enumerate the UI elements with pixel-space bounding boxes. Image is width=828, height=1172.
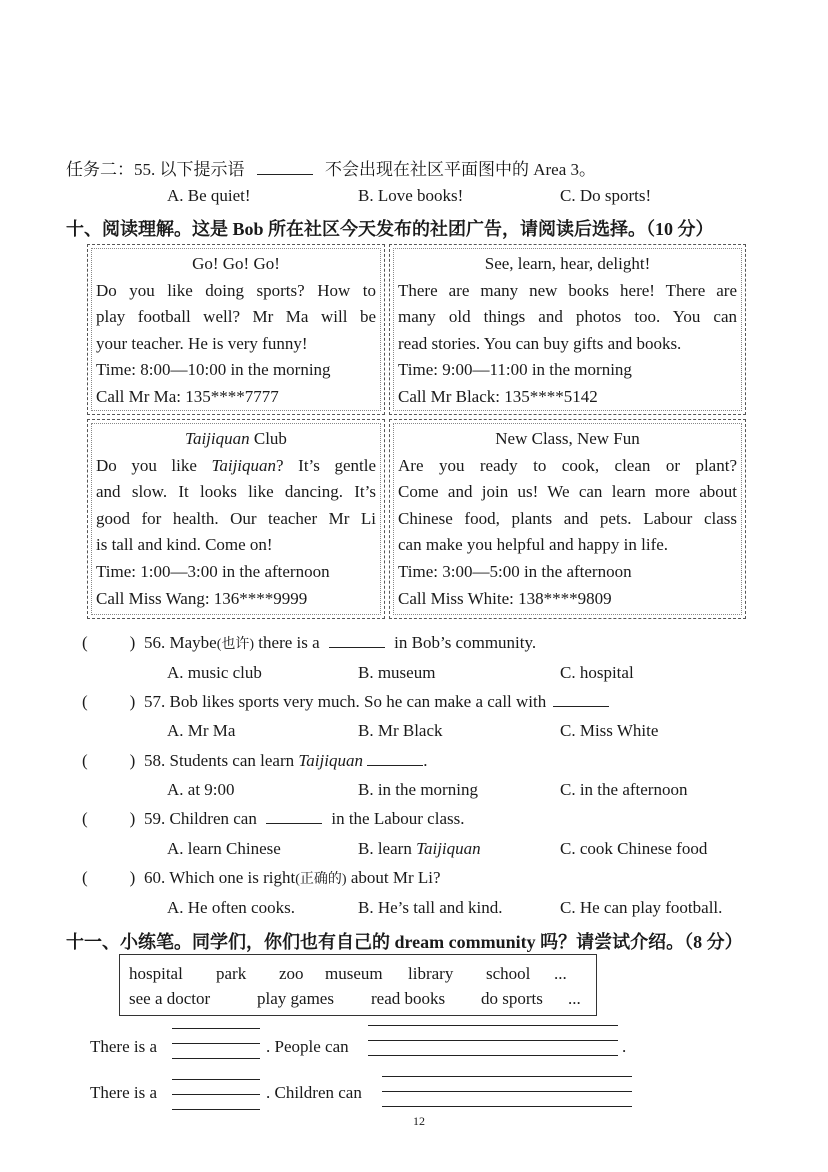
ad-title-rest: Club (249, 429, 287, 448)
option-c: C. He can play football. (560, 898, 723, 917)
writing-line[interactable] (172, 1028, 260, 1029)
question-gloss: (也许) (216, 637, 255, 652)
question-text: in the Labour class. (331, 809, 465, 828)
ad-line: read stories. You can buy gifts and books. (398, 333, 682, 353)
ad-time: Time: 9:00—11:00 in the morning (398, 360, 632, 380)
option-b-italic: Taijiquan (416, 839, 481, 858)
option-a: A. music club (167, 663, 262, 682)
question-text: 58. Students can learn (144, 751, 299, 770)
ad-line: Do you like doing sports? How to (96, 280, 376, 300)
writing-line[interactable] (382, 1106, 632, 1107)
ad-line: many old things and photos too. You can (398, 307, 737, 327)
ad-line: and slow. It looks like dancing. It’s (96, 482, 376, 502)
answer-blank[interactable] (553, 705, 609, 707)
ad-sports (87, 244, 385, 415)
writing-prompt-1b: . People can (266, 1037, 349, 1056)
paren-open: ( (82, 751, 88, 770)
paren-open: ( (82, 692, 88, 711)
ad-title-italic: Taijiquan (185, 429, 250, 448)
ad-line-italic: Taijiquan (211, 455, 277, 475)
ad-time: Time: 3:00—5:00 in the afternoon (398, 561, 632, 581)
option-a: A. Mr Ma (167, 721, 236, 740)
writing-line[interactable] (368, 1055, 618, 1056)
task2-option-c: C. Do sports! (560, 186, 652, 205)
option-a: A. He often cooks. (167, 898, 295, 917)
question-text: in Bob’s community. (394, 633, 537, 652)
paren-close: ) (129, 751, 136, 770)
question-text: about Mr Li? (346, 868, 441, 887)
word: see a doctor (129, 989, 211, 1008)
paren-open: ( (82, 868, 88, 887)
word: park (216, 964, 247, 983)
answer-paren[interactable] (82, 751, 144, 771)
ad-call: Call Miss White: 138****9809 (398, 588, 612, 608)
option-a: A. at 9:00 (167, 780, 235, 799)
ad-line-part: Do you like (96, 455, 212, 475)
ad-line: can make you helpful and happy in life. (398, 535, 669, 555)
ad-call: Call Mr Black: 135****5142 (398, 386, 598, 406)
option-c: C. cook Chinese food (560, 839, 708, 858)
writing-line[interactable] (368, 1040, 618, 1041)
option-b-text: B. learn (358, 839, 417, 858)
word-bank (119, 954, 597, 1016)
answer-blank[interactable] (367, 764, 423, 766)
question-gloss: (正确的) (295, 872, 347, 887)
ad-museum (389, 244, 746, 415)
question-57 (82, 692, 609, 712)
option-a: A. learn Chinese (167, 839, 281, 858)
writing-prompt-2b: . Children can (266, 1083, 362, 1102)
task2-prefix: 任务二：55. 以下提示语 (66, 160, 245, 179)
paren-open: ( (82, 809, 88, 828)
task2-question (66, 155, 596, 180)
word: ... (554, 964, 567, 983)
question-59 (82, 809, 464, 829)
option-b: B. museum (358, 663, 436, 682)
ad-call: Call Mr Ma: 135****7777 (96, 386, 279, 406)
ad-time: Time: 8:00—10:00 in the morning (96, 360, 331, 380)
answer-paren[interactable] (82, 868, 144, 888)
writing-period: . (622, 1037, 627, 1056)
option-b (358, 839, 481, 859)
word: school (486, 964, 531, 983)
question-italic: Taijiquan (298, 751, 363, 770)
answer-paren[interactable] (82, 692, 144, 712)
section11-heading-c: 吗？请尝试介绍。（8 分） (535, 932, 743, 952)
writing-line[interactable] (172, 1058, 260, 1059)
word: library (408, 964, 454, 983)
paren-close: ) (129, 809, 136, 828)
answer-blank[interactable] (266, 822, 322, 824)
question-text: 56. Maybe (144, 633, 217, 652)
question-text: there is a (254, 633, 320, 652)
writing-line[interactable] (172, 1094, 260, 1095)
answer-paren[interactable] (82, 809, 144, 829)
writing-line[interactable] (382, 1076, 632, 1077)
section11-heading-a: 十一、小练笔。同学们，你们也有自己的 (66, 932, 395, 952)
ad-line: is tall and kind. Come on! (96, 535, 273, 555)
ad-line: good for health. Our teacher Mr Li (96, 508, 376, 528)
section11-heading-b: dream community (394, 932, 536, 952)
ad-time: Time: 1:00—3:00 in the afternoon (96, 561, 330, 581)
writing-line[interactable] (172, 1079, 260, 1080)
task2-option-a: A. Be quiet! (167, 186, 251, 205)
paren-close: ) (129, 868, 136, 887)
ad-line: play football well? Mr Ma will be (96, 307, 376, 327)
word: hospital (129, 964, 183, 983)
word: museum (325, 964, 383, 983)
writing-line[interactable] (368, 1025, 618, 1026)
answer-paren[interactable] (82, 633, 144, 653)
question-text: 60. Which one is right (144, 868, 296, 887)
ad-title: See, learn, hear, delight! (484, 254, 651, 273)
ad-line: Are you ready to cook, clean or plant? (398, 455, 737, 475)
ad-line (96, 453, 376, 480)
option-b: B. in the morning (358, 780, 478, 799)
writing-prompt-1a: There is a (90, 1037, 158, 1056)
question-60 (82, 868, 441, 888)
ad-line-part: ? It’s gentle (276, 455, 376, 475)
paren-open: ( (82, 633, 88, 652)
page-number: 12 (413, 1114, 425, 1128)
ad-title: New Class, New Fun (495, 429, 640, 448)
ad-taijiquan (87, 419, 385, 619)
writing-prompt-2a: There is a (90, 1083, 158, 1102)
question-text: 59. Children can (144, 809, 257, 828)
word: zoo (279, 964, 304, 983)
writing-line[interactable] (172, 1043, 260, 1044)
ad-line: your teacher. He is very funny! (96, 333, 308, 353)
option-c: C. Miss White (560, 721, 659, 740)
ad-title: Go! Go! Go! (192, 254, 280, 273)
task2-suffix: 不会出现在社区平面图中的 Area 3。 (325, 160, 597, 179)
word: play games (257, 989, 334, 1008)
ad-line: There are many new books here! There are (398, 280, 737, 300)
option-c: C. in the afternoon (560, 780, 688, 799)
paren-close: ) (129, 692, 136, 711)
section11-heading (66, 928, 743, 954)
section10-heading: 十、阅读理解。这是 Bob 所在社区今天发布的社团广告，请阅读后选择。（10 分） (66, 219, 714, 239)
question-58 (82, 751, 427, 771)
answer-blank[interactable] (329, 646, 385, 648)
option-b: B. He’s tall and kind. (358, 898, 503, 917)
ad-line: Come and join us! We can learn more about (398, 482, 737, 502)
answer-blank[interactable] (257, 173, 313, 175)
paren-close: ) (129, 633, 136, 652)
option-c: C. hospital (560, 663, 634, 682)
question-text: 57. Bob likes sports very much. So he can make a call with (144, 692, 547, 711)
ad-title (96, 426, 376, 453)
writing-line[interactable] (172, 1109, 260, 1110)
writing-line[interactable] (382, 1091, 632, 1092)
ad-labour-class (389, 419, 746, 619)
word: do sports (481, 989, 543, 1008)
option-b: B. Mr Black (358, 721, 443, 740)
word: ... (568, 989, 581, 1008)
word: read books (371, 989, 446, 1008)
question-56 (82, 633, 536, 653)
ad-line: Chinese food, plants and pets. Labour class (398, 508, 737, 528)
ad-call: Call Miss Wang: 136****9999 (96, 588, 308, 608)
question-text: . (423, 751, 428, 770)
task2-option-b: B. Love books! (358, 186, 464, 205)
